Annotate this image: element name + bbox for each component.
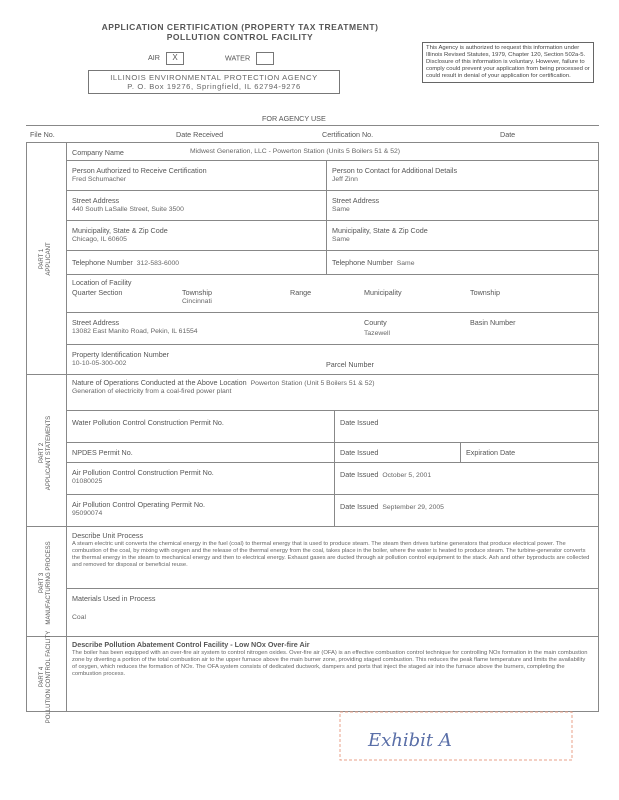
materials-value[interactable]: Coal <box>72 614 86 621</box>
agency-box <box>88 70 340 94</box>
location-label: Location of Facility <box>72 278 132 287</box>
street-address-value[interactable]: 440 South LaSalle Street, Suite 3500 <box>72 206 184 213</box>
npdes-expiration-label: Expiration Date <box>466 448 516 457</box>
form-title-line1: APPLICATION CERTIFICATION (PROPERTY TAX TREATMENT) <box>101 22 379 32</box>
telephone-value[interactable]: 312-583-6000 <box>136 260 180 267</box>
air-construction-date-value[interactable]: October 5, 2001 <box>382 472 432 479</box>
part4-side-label: PART 4 POLLUTION CONTROL FACILITY <box>39 630 52 724</box>
form-title-line2: POLLUTION CONTROL FACILITY <box>166 32 314 42</box>
facility-street-value[interactable]: 13082 East Manito Road, Pekin, IL 61554 <box>72 328 198 335</box>
facility-street-label: Street Address <box>72 318 120 327</box>
township-value[interactable]: Cincinnati <box>182 298 212 305</box>
municipality-value[interactable]: Chicago, IL 60605 <box>72 236 127 243</box>
agency-address: P. O. Box 19276, Springfield, IL 62794-9276 <box>127 82 301 91</box>
municipality-field-label: Municipality <box>364 288 402 297</box>
contact-person-label: Person to Contact for Additional Details <box>332 166 458 175</box>
nature-label: Nature of Operations Conducted at the Above Location Powerton Station (Unit 5 Boilers 51 & 52) <box>72 378 375 387</box>
part3-side-label: PART 3 MANUFACTURING PROCESS <box>39 541 52 625</box>
air-label: AIR <box>148 53 160 62</box>
contact-street-label: Street Address <box>332 196 380 205</box>
air-construction-date-label: Date Issued October 5, 2001 <box>340 470 432 479</box>
air-construction-permit-value[interactable]: 01080025 <box>72 478 103 485</box>
npdes-date-label: Date Issued <box>340 448 379 457</box>
contact-street-value[interactable]: Same <box>332 206 350 213</box>
water-permit-label: Water Pollution Control Construction Permit No. <box>72 418 224 427</box>
air-operating-permit-label: Air Pollution Control Operating Permit No. <box>72 500 206 509</box>
authorized-person-label: Person Authorized to Receive Certification <box>72 166 207 175</box>
county-value[interactable]: Tazewell <box>364 330 391 337</box>
telephone-label: Telephone Number 312-583-6000 <box>72 258 180 267</box>
water-label: WATER <box>225 53 251 63</box>
certification-no-label: Certification No. <box>322 130 374 139</box>
air-operating-date-value[interactable]: September 29, 2005 <box>382 504 444 511</box>
water-permit-date-label: Date Issued <box>340 418 379 427</box>
form-title <box>60 22 420 42</box>
part2-side-label: PART 2 APPLICANT STATEMENTS <box>39 415 52 491</box>
materials-label: Materials Used in Process <box>72 594 156 603</box>
municipality-label: Municipality, State & Zip Code <box>72 226 168 235</box>
agency-use-heading: FOR AGENCY USE <box>262 114 326 123</box>
nature-value[interactable]: Powerton Station (Unit 5 Boilers 51 & 52) <box>250 380 375 387</box>
air-checkbox[interactable]: X <box>166 52 184 65</box>
pollution-facility-label: Describe Pollution Abatement Control Facility - Low NOx Over-fire Air <box>72 640 310 649</box>
exhibit-label: Exhibit A <box>368 730 452 751</box>
township2-label: Township <box>470 288 500 297</box>
agency-name: ILLINOIS ENVIRONMENTAL PROTECTION AGENCY <box>110 73 318 82</box>
water-checkbox[interactable] <box>256 52 274 65</box>
contact-municipality-value[interactable]: Same <box>332 236 350 243</box>
pin-value[interactable]: 10-10-05-300-002 <box>72 360 127 367</box>
nature-description[interactable]: Generation of electricity from a coal-fired power plant <box>72 388 232 395</box>
disclosure-notice: This Agency is authorized to request this information under Illinois Revised Statutes, 1979, Chapter 120, Section 502a-5. Disclosure of this information is voluntary. However, failure to comply could prevent your application from being processed or could result in denial of your application for certification. <box>422 42 594 83</box>
air-checkbox-group <box>148 52 184 65</box>
authorized-person-value[interactable]: Fred Schumacher <box>72 176 127 183</box>
street-address-label: Street Address <box>72 196 120 205</box>
air-construction-permit-label: Air Pollution Control Construction Permit No. <box>72 468 214 477</box>
water-checkbox-group <box>225 52 274 65</box>
parcel-number-label: Parcel Number <box>326 360 374 369</box>
date-received-label: Date Received <box>176 130 224 139</box>
contact-person-value[interactable]: Jeff Zinn <box>332 176 358 183</box>
file-no-label: File No. <box>30 130 55 139</box>
township-label: Township <box>182 288 212 297</box>
contact-telephone-label: Telephone Number Same <box>332 258 415 267</box>
pollution-facility-description[interactable]: The boiler has been equipped with an over-fire air system to control nitrogen oxides. Over-fire air (OFA) is an effective combustion control technique for controlling NOx formation in the main combustion zone by diverting a portion of the total combustion air to the upper furnace above the main burner zone, providing staged combustion. This reduces the peak flame temperature and limits the availability of oxygen, which reduces the formation of NOx. The OFA system consists of dedicated ductwork, dampers and ports that inject the staged air into the furnace above the burners, completing the combustion process. <box>72 650 588 677</box>
pin-label: Property Identification Number <box>72 350 170 359</box>
npdes-permit-label: NPDES Permit No. <box>72 448 133 457</box>
air-operating-permit-value[interactable]: 95090074 <box>72 510 103 517</box>
air-operating-date-label: Date Issued September 29, 2005 <box>340 502 444 511</box>
part1-side-label: PART 1 APPLICANT <box>39 242 52 276</box>
range-label: Range <box>290 288 312 297</box>
county-label: County <box>364 318 387 327</box>
contact-telephone-value[interactable]: Same <box>396 260 415 267</box>
company-name-value[interactable]: Midwest Generation, LLC - Powerton Station (Units 5 Boilers 51 & 52) <box>190 148 401 155</box>
date-label: Date <box>500 130 516 139</box>
contact-municipality-label: Municipality, State & Zip Code <box>332 226 428 235</box>
company-name-label: Company Name <box>72 148 124 157</box>
quarter-section-label: Quarter Section <box>72 288 123 297</box>
unit-process-description[interactable]: A steam electric unit converts the chemical energy in the fuel (coal) to thermal energy that is used to produce steam. The steam then drives turbine generators that produce electrical power. The combustion of the coal, by mixing with oxygen and the release of the thermal energy from the coal, takes place in the boiler, where the water is heated to produce steam. The turbine-generator converts the thermal energy in the steam to mechanical energy and then to electrical energy. Exhaust gases are ducted through air pollution control equipment to the stack. Ash and other byproducts are collected and removed for disposal or beneficial reuse. <box>72 541 590 568</box>
basin-number-label: Basin Number <box>470 318 516 327</box>
describe-unit-process-label: Describe Unit Process <box>72 531 144 540</box>
